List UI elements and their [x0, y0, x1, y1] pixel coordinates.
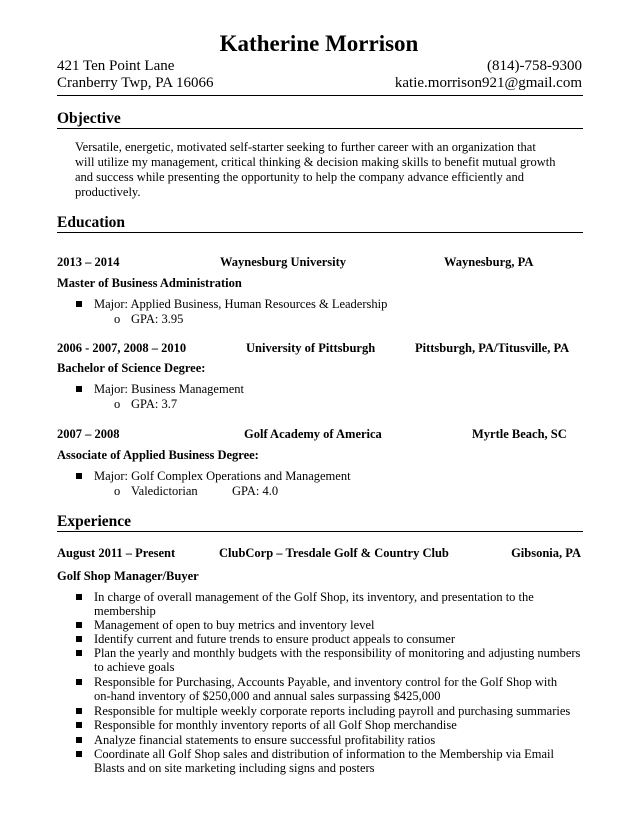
bullet-square-icon	[76, 386, 82, 392]
objective-line: productively.	[75, 185, 141, 199]
exp-job-title: Golf Shop Manager/Buyer	[57, 569, 199, 583]
bullet-square-icon	[76, 594, 82, 600]
exp-bullet-text: Plan the yearly and monthly budgets with the responsibility of monitoring and adjusting numbers	[94, 646, 581, 660]
exp-bullet-text: Responsible for monthly inventory reports of all Golf Shop merchandise	[94, 718, 457, 732]
exp-bullet-text: Coordinate all Golf Shop sales and distribution of information to the Membership via Email	[94, 747, 554, 761]
email-address: katie.morrison921@gmail.com	[394, 75, 582, 91]
exp-dates: August 2011 – Present	[57, 546, 176, 560]
exp-bullet-text: to achieve goals	[94, 660, 175, 674]
exp-location: Gibsonia, PA	[511, 546, 581, 560]
section-heading-objective: Objective	[57, 110, 121, 127]
exp-bullet-text: Responsible for Purchasing, Accounts Payable, and inventory control for the Golf Shop with	[94, 675, 558, 689]
edu-major: Major: Applied Business, Human Resources & Leadership	[94, 297, 388, 311]
objective-line: will utilize my management, critical thinking & decision making skills to benefit mutual growth	[75, 155, 556, 169]
education-divider	[57, 232, 583, 233]
bullet-square-icon	[76, 650, 82, 656]
phone-number: (814)-758-9300	[487, 58, 582, 74]
address-line-1: 421 Ten Point Lane	[57, 58, 175, 74]
edu-school: University of Pittsburgh	[246, 341, 376, 355]
edu-honor: Valedictorian	[131, 484, 198, 498]
exp-bullet-text: membership	[94, 604, 156, 618]
bullet-square-icon	[76, 636, 82, 642]
exp-bullet-text: Blasts and on site marketing including signs and posters	[94, 761, 375, 775]
header-divider	[57, 95, 583, 96]
edu-location: Myrtle Beach, SC	[472, 427, 567, 441]
edu-degree: Bachelor of Science Degree:	[57, 361, 206, 375]
edu-school: Waynesburg University	[220, 255, 347, 269]
exp-bullet-text: Analyze financial statements to ensure successful profitability ratios	[94, 733, 436, 747]
objective-divider	[57, 128, 583, 129]
exp-company: ClubCorp – Tresdale Golf & Country Club	[219, 546, 449, 560]
edu-major: Major: Business Management	[94, 382, 244, 396]
experience-divider	[57, 531, 583, 532]
edu-location: Waynesburg, PA	[444, 255, 534, 269]
edu-dates: 2006 - 2007, 2008 – 2010	[57, 341, 187, 355]
edu-dates: 2013 – 2014	[57, 255, 120, 269]
exp-bullet-text: on-hand inventory of $250,000 and annual sales surpassing $425,000	[94, 689, 441, 703]
bullet-square-icon	[76, 722, 82, 728]
exp-bullet-text: Management of open to buy metrics and inventory level	[94, 618, 375, 632]
edu-dates: 2007 – 2008	[57, 427, 120, 441]
edu-major: Major: Golf Complex Operations and Management	[94, 469, 351, 483]
edu-gpa: GPA: 3.95	[131, 312, 184, 326]
edu-location: Pittsburgh, PA/Titusville, PA	[415, 341, 570, 355]
section-heading-experience: Experience	[57, 513, 132, 530]
edu-degree: Associate of Applied Business Degree:	[57, 448, 259, 462]
edu-gpa: GPA: 4.0	[232, 484, 279, 498]
bullet-square-icon	[76, 737, 82, 743]
exp-bullet-text: In charge of overall management of the Golf Shop, its inventory, and presentation to the	[94, 590, 534, 604]
hollow-bullet-icon: o	[114, 397, 121, 411]
bullet-square-icon	[76, 473, 82, 479]
edu-school: Golf Academy of America	[244, 427, 382, 441]
section-heading-education: Education	[57, 214, 126, 231]
exp-bullet-text: Responsible for multiple weekly corporate reports including payroll and purchasing summaries	[94, 704, 571, 718]
edu-degree: Master of Business Administration	[57, 276, 242, 290]
exp-bullet-text: Identify current and future trends to ensure product appeals to consumer	[94, 632, 455, 646]
bullet-square-icon	[76, 751, 82, 757]
bullet-square-icon	[76, 708, 82, 714]
bullet-square-icon	[76, 622, 82, 628]
address-line-2: Cranberry Twp, PA 16066	[57, 75, 214, 91]
objective-line: Versatile, energetic, motivated self-starter seeking to further career with an organization that	[75, 140, 536, 154]
edu-gpa: GPA: 3.7	[131, 397, 178, 411]
objective-line: and success while presenting the opportunity to help the company advance efficiently and	[75, 170, 524, 184]
candidate-name: Katherine Morrison	[219, 31, 419, 56]
bullet-square-icon	[76, 679, 82, 685]
hollow-bullet-icon: o	[114, 312, 121, 326]
hollow-bullet-icon: o	[114, 484, 121, 498]
bullet-square-icon	[76, 301, 82, 307]
